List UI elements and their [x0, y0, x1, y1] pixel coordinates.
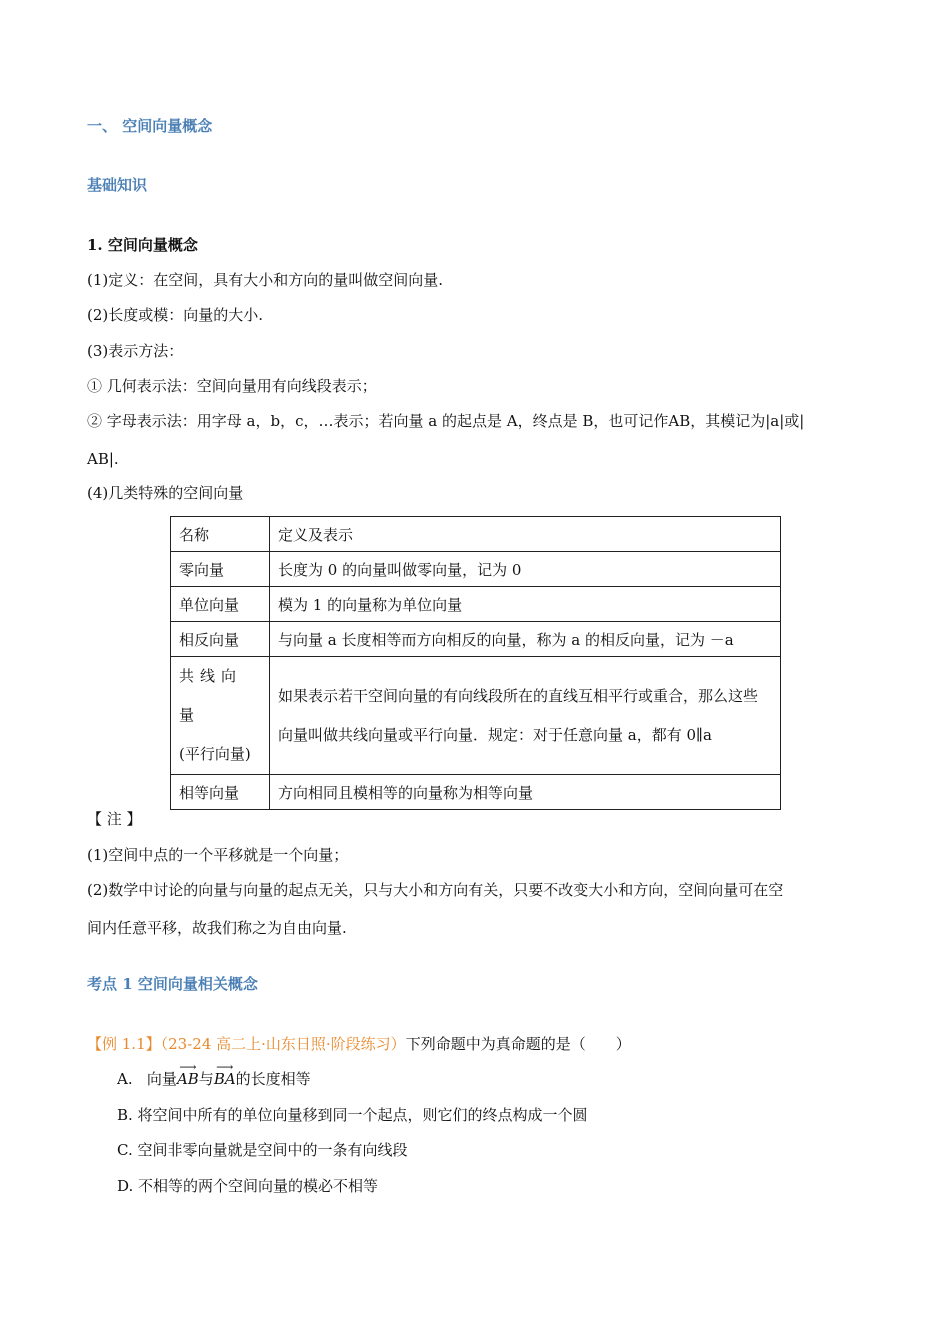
vector-ba-text: BA	[213, 1070, 236, 1088]
basic-knowledge-heading: 基础知识	[87, 176, 148, 194]
definition-line: (1)定义：在空间，具有大小和方向的量叫做空间向量.	[87, 271, 444, 289]
table-header-def: 定义及表示	[270, 517, 781, 552]
option-a-label: A.	[117, 1070, 133, 1088]
example-source: （23-24 高二上·山东日照·阶段练习）	[160, 1035, 406, 1053]
example-tag: 【例 1.1】	[87, 1035, 161, 1053]
kaodian-heading: 考点 1 空间向量相关概念	[87, 975, 258, 993]
table-row	[171, 775, 781, 810]
option-a-pre: 向量	[146, 1070, 177, 1088]
note-title: 【 注 】	[87, 810, 142, 828]
table-cell-name: 相反向量	[171, 622, 270, 657]
representation-line: (3)表示方法：	[87, 342, 184, 360]
option-a-mid: 与	[198, 1070, 214, 1088]
letter-method-line-1: ② 字母表示法：用字母 a，b，c，…表示；若向量 a 的起点是 A，终点是 B，也可记作AB，其模记为|a|或|	[87, 412, 805, 430]
geometric-method-line: ① 几何表示法：空间向量用有向线段表示；	[87, 377, 377, 395]
vector-ba	[213, 1060, 236, 1089]
note-2-line-2: 间内任意平移，故我们称之为自由向量.	[87, 919, 347, 937]
table-cell-name: 单位向量	[171, 587, 270, 622]
table-cell-def: 如果表示若干空间向量的有向线段所在的直线互相平行或重合，那么这些向量叫做共线向量或平行向量．规定：对于任意向量 a，都有 0∥a	[270, 657, 781, 775]
table-header-name: 名称	[171, 517, 270, 552]
vector-arrow-icon: ⟶	[216, 1060, 234, 1074]
option-a	[117, 1060, 311, 1089]
table-cell-def: 与向量 a 长度相等而方向相反的向量，称为 a 的相反向量，记为 －a	[270, 622, 781, 657]
table-row	[171, 587, 781, 622]
table-cell-def: 模为 1 的向量称为单位向量	[270, 587, 781, 622]
table-row	[171, 622, 781, 657]
option-c: C. 空间非零向量就是空间中的一条有向线段	[117, 1141, 408, 1159]
table-cell-name: 相等向量	[171, 775, 270, 810]
option-a-post: 的长度相等	[235, 1070, 311, 1088]
special-vectors-line: (4)几类特殊的空间向量	[87, 484, 244, 502]
option-d: D. 不相等的两个空间向量的模必不相等	[117, 1177, 379, 1195]
special-vectors-table	[170, 516, 781, 810]
collinear-name: 共线向量	[179, 667, 243, 724]
vector-ab-text: AB	[176, 1070, 199, 1088]
example-question	[87, 1034, 631, 1054]
option-b: B. 将空间中所有的单位向量移到同一个起点，则它们的终点构成一个圆	[117, 1106, 588, 1124]
length-line: (2)长度或模：向量的大小.	[87, 306, 264, 324]
item1-title: 1. 空间向量概念	[87, 236, 198, 254]
table-cell-def: 长度为 0 的向量叫做零向量，记为 0	[270, 552, 781, 587]
collinear-name-alt: (平行向量)	[179, 745, 251, 763]
vector-ab	[176, 1060, 199, 1089]
table-cell-name	[171, 657, 270, 775]
note-2-line-1: (2)数学中讨论的向量与向量的起点无关，只与大小和方向有关，只要不改变大小和方向，空间向量可在空	[87, 881, 784, 899]
note-1: (1)空间中点的一个平移就是一个向量；	[87, 846, 349, 864]
vector-arrow-icon: ⟶	[179, 1060, 197, 1074]
section-title: 一、 空间向量概念	[87, 117, 213, 135]
table-row	[171, 552, 781, 587]
letter-method-line-2: AB|.	[87, 450, 119, 468]
table-row	[171, 657, 781, 775]
table-cell-def: 方向相同且模相等的向量称为相等向量	[270, 775, 781, 810]
table-cell-name: 零向量	[171, 552, 270, 587]
table-header-row	[171, 517, 781, 552]
example-question-text: 下列命题中为真命题的是（ ）	[405, 1035, 631, 1053]
